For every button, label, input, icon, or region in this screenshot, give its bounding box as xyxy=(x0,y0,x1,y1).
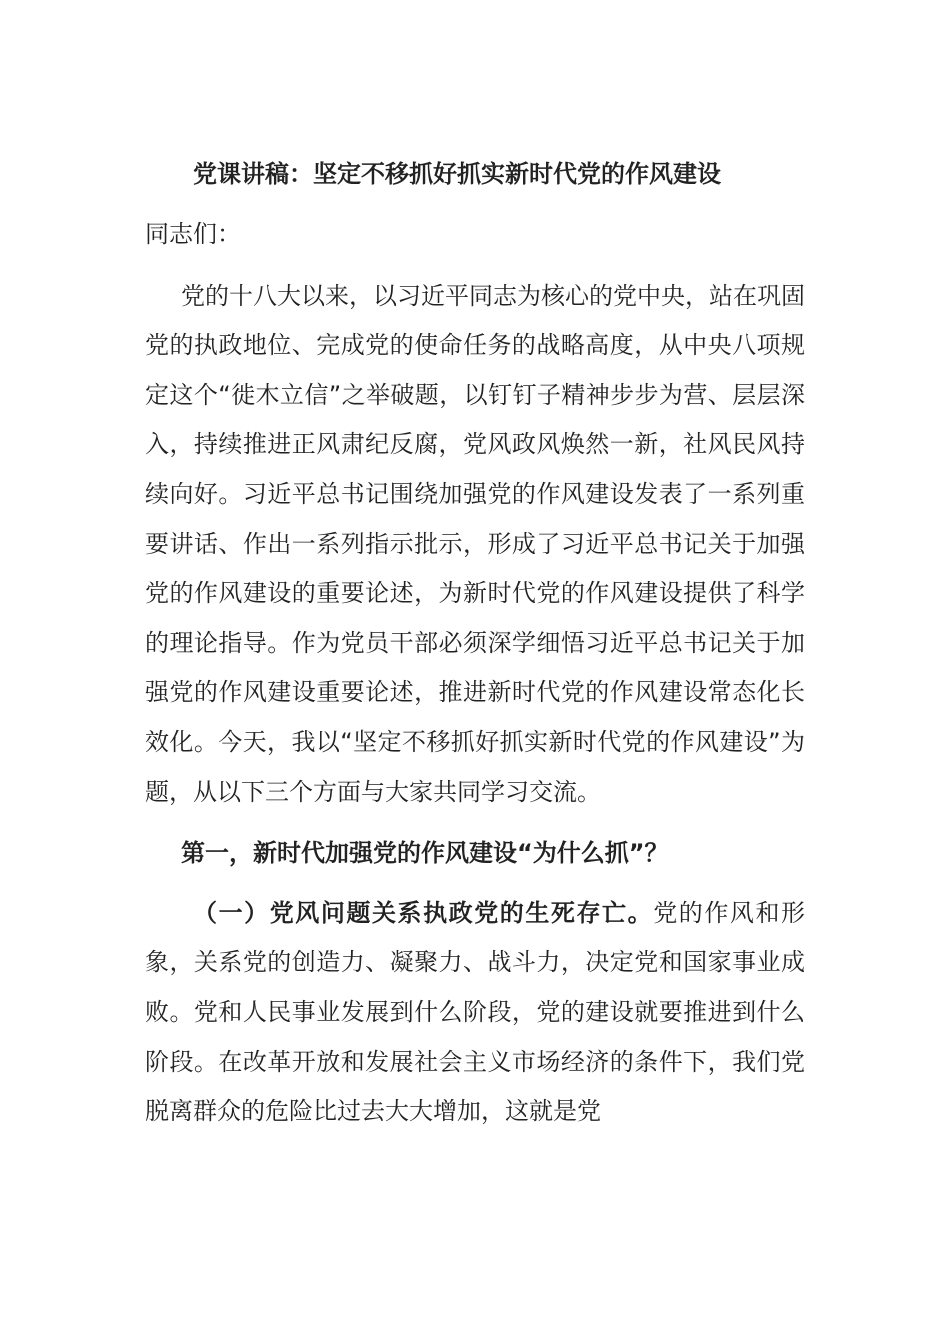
document-body xyxy=(145,150,805,1137)
intro-paragraph: 党的十八大以来，以习近平同志为核心的党中央，站在巩固党的执政地位、完成党的使命任务的战略高度，从中央八项规定这个“徙木立信”之举破题，以钉钉子精神步步为营、层层深入，持续推进正风肃纪反腐，党风政风焕然一新，社风民风持续向好。习近平总书记围绕加强党的作风建设发表了一系列重要讲话、作出一系列指示批示，形成了习近平总书记关于加强党的作风建设的重要论述，为新时代党的作风建设提供了科学的理论指导。作为党员干部必须深学细悟习近平总书记关于加强党的作风建设重要论述，推进新时代党的作风建设常态化长效化。今天，我以“坚定不移抓好抓实新时代党的作风建设”为题，从以下三个方面与大家共同学习交流。 xyxy=(145,281,805,806)
section-heading-one: 第一，新时代加强党的作风建设“为什么抓”？ xyxy=(181,839,669,868)
subsection-one-lead: （一）党风问题关系执政党的生死存亡。 xyxy=(193,898,654,927)
subsection-one-body: 党的作风和形象，关系党的创造力、凝聚力、战斗力，决定党和国家事业成败。党和人民事业发展到什么阶段，党的建设就要推进到什么阶段。在改革开放和发展社会主义市场经济的条件下，我们党脱离群众的危险比过去大大增加，这就是党 xyxy=(145,898,806,1126)
subsection-one-paragraph xyxy=(145,889,805,1137)
salutation: 同志们： xyxy=(145,220,241,248)
document-title: 党课讲稿：坚定不移抓好抓实新时代党的作风建设 xyxy=(193,160,721,188)
